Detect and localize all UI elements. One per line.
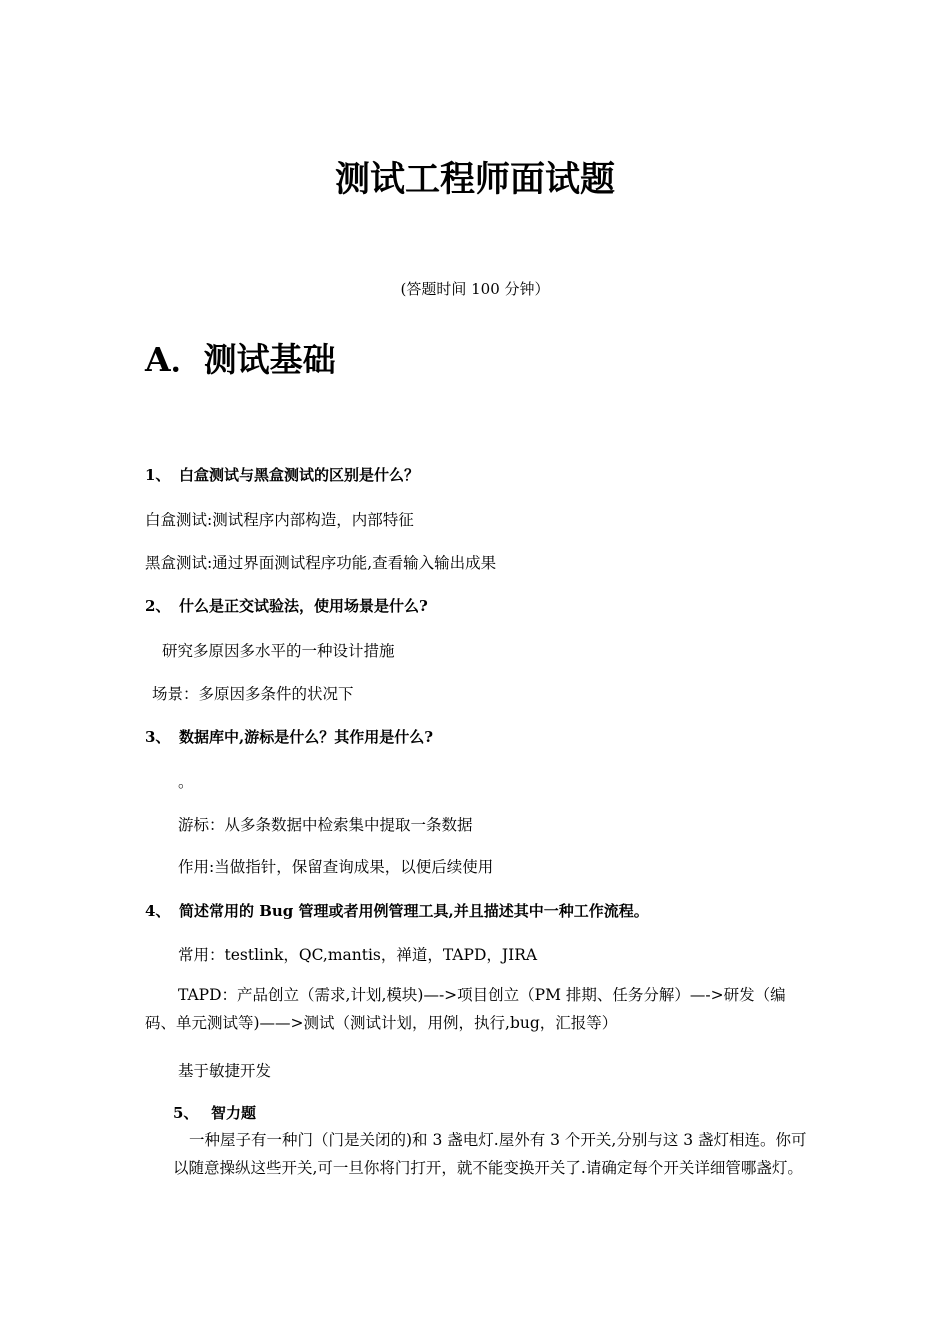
answer-line: 研究多原因多水平的一种设计措施 xyxy=(162,642,395,660)
answer-line: 黑盒测试:通过界面测试程序功能,查看输入输出成果 xyxy=(145,554,497,572)
document-subtitle: (答题时间 100 分钟） xyxy=(400,280,550,298)
question-number: 3、 xyxy=(145,728,171,746)
answer-line: 。 xyxy=(178,773,194,791)
question-number: 5、 xyxy=(173,1104,199,1122)
question-number: 2、 xyxy=(145,597,171,615)
question-text: 白盒测试与黑盒测试的区别是什么？ xyxy=(179,466,420,484)
question-number: 4、 xyxy=(145,902,171,920)
answer-line: 场景：多原因多条件的状况下 xyxy=(152,685,354,703)
question-number: 1、 xyxy=(145,466,171,484)
question-text: 数据库中,游标是什么？其作用是什么? xyxy=(179,728,434,746)
answer-line: 作用:当做指针，保留查询成果，以便后续使用 xyxy=(178,858,494,876)
answer-paragraph: TAPD：产品创立（需求,计划,模块)—->项目创立（PM 排期、任务分解）—->研发（编码、单元测试等)——>测试（测试计划，用例，执行,bug，汇报等） xyxy=(145,986,786,1032)
answer-line: 基于敏捷开发 xyxy=(178,1062,272,1080)
answer-paragraph: 一种屋子有一种门（门是关闭的)和 3 盏电灯.屋外有 3 个开关,分别与这 3 盏灯相连。你可以随意操纵这些开关,可一旦你将门打开，就不能变换开关了.请确定每个开关详细管哪盏灯。 xyxy=(173,1131,807,1177)
answer-line: 白盒测试:测试程序内部构造，内部特征 xyxy=(145,511,414,529)
question-2 xyxy=(145,595,428,616)
question-5 xyxy=(173,1102,256,1123)
answer-line: 常用：testlink，QC,mantis，禅道，TAPD，JIRA xyxy=(178,946,538,964)
document-title: 测试工程师面试题 xyxy=(334,159,615,200)
question-3 xyxy=(145,726,433,747)
question-text: 简述常用的 Bug 管理或者用例管理工具,并且描述其中一种工作流程。 xyxy=(179,902,649,920)
question-4 xyxy=(145,900,649,921)
question-text: 智力题 xyxy=(211,1104,257,1122)
section-heading: A．测试基础 xyxy=(145,340,336,379)
question-text: 什么是正交试验法，使用场景是什么? xyxy=(179,597,428,615)
question-1 xyxy=(145,464,419,485)
answer-line: 游标：从多条数据中检索集中提取一条数据 xyxy=(178,816,473,834)
